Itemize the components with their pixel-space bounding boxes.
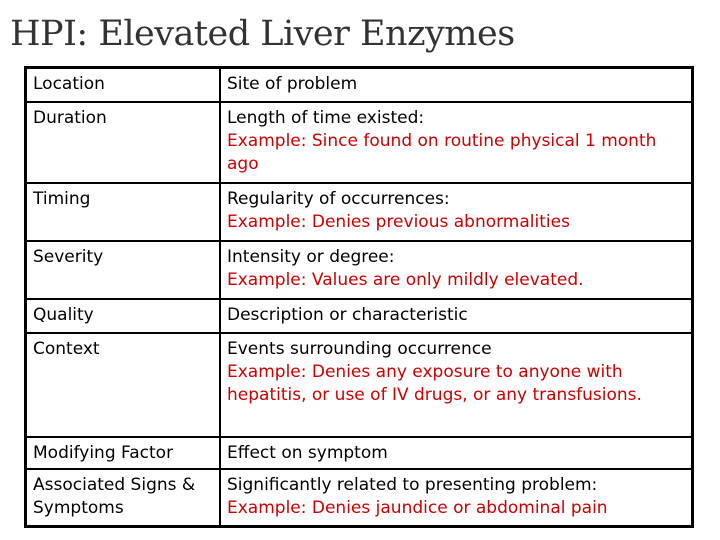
row-example: Example: Denies previous abnormalities: [227, 211, 570, 232]
row-content: [220, 299, 693, 333]
row-content: [220, 102, 693, 183]
row-label: Timing: [26, 183, 221, 241]
table-row: [26, 333, 693, 437]
table-row: [26, 437, 693, 469]
row-content: [220, 68, 693, 102]
table-row: [26, 102, 693, 183]
table-row: [26, 183, 693, 241]
row-content: [220, 183, 693, 241]
table-row: [26, 299, 693, 333]
row-example: Example: Since found on routine physical 1 month ago: [227, 130, 657, 174]
row-label: Location: [26, 68, 221, 102]
row-definition: Length of time existed:: [227, 107, 425, 128]
row-content: [220, 437, 693, 469]
row-definition: Significantly related to presenting problem:: [227, 474, 598, 495]
row-example: Example: Denies any exposure to anyone with hepatitis, or use of IV drugs, or any transfusions.: [227, 361, 642, 405]
row-label: Context: [26, 333, 221, 437]
row-label: Associated Signs & Symptoms: [26, 469, 221, 527]
row-label: Duration: [26, 102, 221, 183]
hpi-table: [24, 66, 694, 528]
row-label: Modifying Factor: [26, 437, 221, 469]
row-definition: Description or characteristic: [227, 304, 468, 325]
row-example: Example: Values are only mildly elevated.: [227, 269, 584, 290]
table-row: [26, 68, 693, 102]
row-definition: Regularity of occurrences:: [227, 188, 450, 209]
row-content: [220, 469, 693, 527]
row-content: [220, 241, 693, 299]
table-row: [26, 469, 693, 527]
row-label: Quality: [26, 299, 221, 333]
row-example: Example: Denies jaundice or abdominal pain: [227, 497, 608, 518]
table-row: [26, 241, 693, 299]
row-label: Severity: [26, 241, 221, 299]
row-definition: Site of problem: [227, 74, 358, 94]
row-definition: Events surrounding occurrence: [227, 338, 492, 359]
page-title: HPI: Elevated Liver Enzymes: [10, 14, 515, 54]
row-definition: Effect on symptom: [227, 442, 388, 463]
row-content: [220, 333, 693, 437]
row-definition: Intensity or degree:: [227, 246, 395, 267]
